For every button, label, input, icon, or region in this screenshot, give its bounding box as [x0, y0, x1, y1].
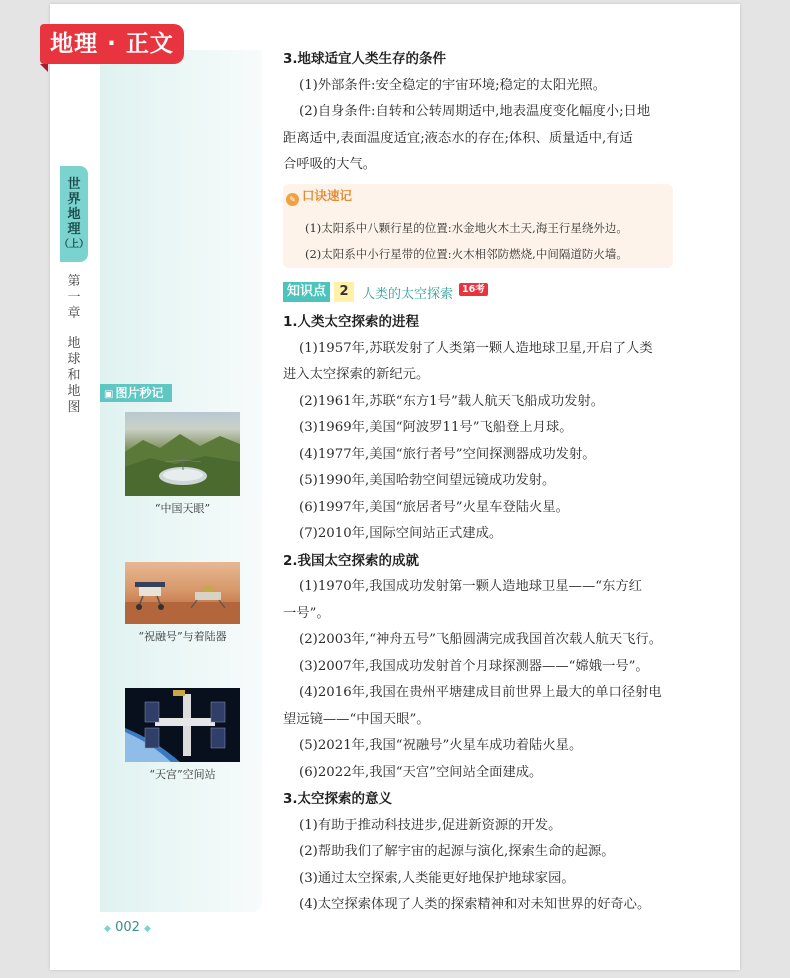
text-line: 望远镜——“中国天眼”。 — [283, 711, 430, 727]
knowledge-point-tag: 知识点 — [283, 282, 330, 302]
text-line: (1)1970年,我国成功发射第一颗人造地球卫星——“东方红 — [299, 579, 642, 594]
subject-tag-fold — [40, 64, 48, 72]
text-line: (2)帮助我们了解宇宙的起源与演化,探索生命的起源。 — [299, 844, 615, 859]
text-line: (6)1997年,美国“旅居者号”火星车登陆火星。 — [299, 499, 569, 515]
text-line: (6)2022年,我国“天宫”空间站全面建成。 — [299, 764, 543, 780]
chapter-char: 和 — [67, 368, 81, 383]
text-line: 距离适中,表面温度适宜;液态水的存在;体积、质量适中,有适 — [283, 130, 633, 146]
exam-count-badge: 16考 — [459, 283, 488, 296]
text-line: (4)1977年,美国“旅行者号”空间探测器成功发射。 — [299, 446, 596, 462]
chapter-char: 地 — [67, 336, 81, 351]
knowledge-point-number: 2 — [334, 282, 354, 302]
chapter-char: 一 — [67, 290, 81, 305]
side-tab-char: 地 — [67, 206, 81, 222]
image-icon: ▣ — [104, 389, 114, 400]
text-line: (3)通过太空探索,人类能更好地保护地球家园。 — [299, 870, 575, 886]
text-line: (5)1990年,美国哈勃空间望远镜成功发射。 — [299, 473, 556, 488]
text-line: 一号”。 — [283, 605, 330, 621]
text-line: (2)自身条件:自转和公转周期适中,地表温度变化幅度小;日地 — [299, 104, 651, 119]
text-line: 进入太空探索的新纪元。 — [283, 367, 430, 382]
chapter-char: 第 — [67, 274, 81, 289]
section-heading: 3.太空探索的意义 — [283, 791, 393, 807]
diamond-icon: ◆ — [144, 924, 151, 934]
photo-caption: “祝融号”与着陆器 — [138, 630, 227, 643]
mnemonic-title — [286, 186, 352, 206]
chapter-char: 章 — [67, 306, 81, 321]
text-line: (3)2007年,我国成功发射首个月球探测器——“嫦娥一号”。 — [299, 658, 649, 674]
text-line: (5)2021年,我国“祝融号”火星车成功着陆火星。 — [299, 738, 583, 753]
section-heading: 3.地球适宜人类生存的条件 — [283, 51, 447, 67]
text-line: (3)1969年,美国“阿波罗11号”飞船登上月球。 — [299, 420, 573, 435]
side-tab-char: 理 — [67, 221, 81, 237]
section-earth-conditions — [283, 46, 675, 179]
text-line: (1)有助于推动科技进步,促进新资源的开发。 — [299, 817, 562, 833]
knowledge-point-title: 人类的太空探索 — [362, 286, 454, 302]
page-number — [104, 920, 151, 935]
text-line: 合呼吸的大气。 — [283, 157, 377, 172]
mnemonic-line: (2)太阳系中小行星带的位置:火木相邻防燃烧,中间隔道防火墙。 — [305, 247, 628, 261]
mnemonic-line: (1)太阳系中八颗行星的位置:水金地火木土天,海王行星绕外边。 — [305, 221, 628, 235]
chapter-side-label — [66, 274, 82, 416]
page-number-text: 002 — [115, 920, 140, 935]
chapter-char: 地 — [67, 384, 81, 399]
picture-notes-label — [100, 384, 172, 402]
text-line: (7)2010年,国际空间站正式建成。 — [299, 526, 503, 541]
text-line: (2)2003年,“神舟五号”飞船圆满完成我国首次载人航天飞行。 — [299, 632, 663, 647]
text-line: (1)1957年,苏联发射了人类第一颗人造地球卫星,开启了人类 — [299, 340, 653, 356]
section-heading: 2.我国太空探索的成就 — [283, 552, 420, 569]
chapter-char: 球 — [67, 352, 81, 367]
side-tab-char: （上） — [59, 238, 89, 250]
pencil-icon: ✎ — [286, 193, 299, 206]
chapter-char: 图 — [67, 400, 81, 415]
side-tab-char: 世 — [67, 176, 81, 192]
book-side-tab — [60, 166, 88, 262]
photo-caption: “中国天眼” — [154, 502, 211, 515]
side-tab-char: 界 — [67, 191, 81, 207]
section-space-exploration — [283, 309, 675, 919]
chapter-gap — [66, 322, 82, 336]
photo-caption: “天宫”空间站 — [149, 768, 216, 781]
knowledge-point-header — [283, 282, 488, 302]
zhurong-rover-photo — [125, 562, 240, 624]
picture-notes-label-text: 图片秒记 — [115, 386, 164, 400]
text-line: (1)外部条件:安全稳定的宇宙环境;稳定的太阳光照。 — [299, 77, 607, 93]
subject-tag: 地理 · 正文 — [40, 24, 184, 64]
text-line: (4)太空探索体现了人类的探索精神和对未知世界的好奇心。 — [299, 897, 651, 912]
text-line: (2)1961年,苏联“东方1号”载人航天飞船成功发射。 — [299, 393, 605, 409]
fast-telescope-photo — [125, 412, 240, 496]
mnemonic-title-text: 口诀速记 — [302, 188, 353, 203]
diamond-icon: ◆ — [104, 924, 111, 934]
section-heading: 1.人类太空探索的进程 — [283, 314, 420, 330]
text-line: (4)2016年,我国在贵州平塘建成目前世界上最大的单口径射电 — [299, 685, 662, 700]
tiangong-station-photo — [125, 688, 240, 762]
